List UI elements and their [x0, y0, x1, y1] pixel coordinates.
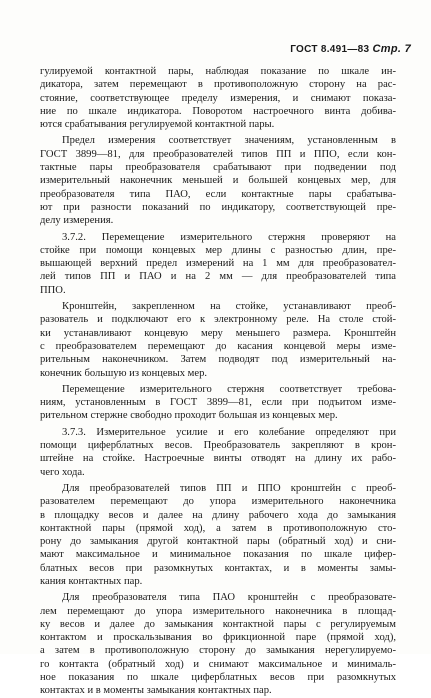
- text-line: ППО.: [40, 284, 66, 296]
- paragraph: [40, 300, 396, 380]
- paragraph: [40, 591, 396, 697]
- text-line: Кронштейн, закрепленном на стойке, устанавливают преоб-: [62, 301, 396, 313]
- text-line: контактом и проскальзывания во фрикционной паре (прямой ход),: [40, 632, 396, 644]
- text-line: чего хода.: [40, 466, 85, 478]
- text-line: в площадку весов и далее на длину рабочего хода до замыкания: [40, 509, 396, 521]
- paragraph: [40, 134, 396, 227]
- standard-number: ГОСТ 8.491—83: [290, 44, 370, 55]
- text-line: делу измерения.: [40, 215, 114, 227]
- text-line: конечник большую из концевых мер.: [40, 367, 208, 379]
- text-line: мают максимальное и минимальное показания по шкале цифер-: [40, 549, 396, 561]
- page-number: Стр. 7: [372, 43, 411, 55]
- paragraph: [40, 65, 396, 131]
- paragraph: [40, 383, 396, 423]
- text-line: с преобразователем перемещают до касания концевой меры изме-: [40, 340, 396, 352]
- paragraph: [40, 426, 396, 479]
- text-line: го контакта (обратный ход) и снимают максимальное и минималь-: [40, 658, 396, 670]
- text-line: Для преобразователя типа ПАО кронштейн с преобразовате-: [62, 592, 396, 604]
- text-line: ние по шкале индикатора. Поворотом настроечного винта добива-: [40, 105, 396, 117]
- text-line: стойке при помощи концевых мер длины с разностью длин, пре-: [40, 244, 396, 256]
- text-line: 3.7.2. Перемещение измерительного стержня проверяют на: [62, 231, 396, 243]
- text-line: ются срабатывания регулируемой контактной пары.: [40, 119, 275, 131]
- text-line: а затем в противоположную сторону до замыкания нерегулируемо-: [40, 645, 396, 657]
- text-line: штейне на стойке. Настроечные винты отводят на длину их рабо-: [40, 453, 396, 465]
- text-line: кания контактных пар.: [40, 575, 143, 587]
- text-line: ки устанавливают концевую меру меньшего размера. Кронштейн: [40, 327, 396, 339]
- text-line: ку весов и далее до замыкания контактной пары с регулируемым: [40, 618, 396, 630]
- text-line: тактные пары преобразователя срабатывают при подведении под: [40, 162, 396, 174]
- text-line: гулируемой контактной пары, наблюдая показание по шкале ин-: [40, 66, 396, 77]
- text-line: ют при разности показаний по индикатору, соответствующей пре-: [40, 201, 396, 213]
- text-line: Для преобразователей типов ПП и ППО кронштейн с преоб-: [62, 482, 396, 494]
- text-line: контактной пары (прямой ход), а затем в противоположную сто-: [40, 522, 396, 534]
- text-line: ное показания по шкале циферблатных весов при разомкнутых: [40, 672, 396, 684]
- text-line: дикатора, затем перемещают в противоположную сторону на рас-: [40, 79, 396, 91]
- text-line: ниям, установленным в ГОСТ 3899—81, если при подъитом изме-: [40, 397, 396, 409]
- paragraph: [40, 482, 396, 588]
- text-line: Перемещение измерительного стержня соответствует требова-: [62, 383, 396, 395]
- text-line: лем перемещают до упора измерительного наконечника в площад-: [40, 605, 396, 617]
- text-line: контактах и в моменты замыкания контактных пар.: [40, 685, 272, 697]
- text-line: лей типов ПП и ПАО и на 2 мм — для преобразователей типа: [40, 271, 396, 283]
- text-line: рительном стержне свободно проходит большая из концевых мер.: [40, 410, 338, 422]
- paragraph: [40, 231, 396, 297]
- text-line: Предел измерения соответствует значениям, установленным в: [62, 135, 396, 147]
- body-text: [40, 65, 396, 698]
- text-line: ГОСТ 3899—81, для преобразователей типов ПП и ППО, если кон-: [40, 148, 396, 160]
- text-line: блатных весов при разомкнутых контактах, и в моменты замы-: [40, 562, 396, 574]
- text-line: рительным наконечником. Затем подводят под измерительный на-: [40, 354, 396, 366]
- text-line: преобразователя типа ПАО, если контактные пары срабатыва-: [40, 188, 396, 200]
- text-line: стояние, соответствующее пределу измерения, и снимают показа-: [40, 92, 396, 104]
- text-line: разователь и подключают его к электронному реле. На столе стой-: [40, 314, 396, 326]
- text-line: помощи циферблатных весов. Преобразователь закрепляют в крон-: [40, 440, 396, 452]
- text-line: измерительный наконечник меньшей и большей концевых мер, для: [40, 175, 396, 187]
- text-line: рону до замыкания другой контактной пары (обратный ход) и сни-: [40, 536, 396, 548]
- text-line: разователем перемещают до упора измерительного наконечника: [40, 496, 396, 508]
- text-line: 3.7.3. Измерительное усилие и его колебание определяют при: [62, 426, 396, 438]
- text-line: вышающей верхний предел измерений на 1 мм для преобразовател-: [40, 258, 396, 270]
- page-header: [290, 43, 411, 55]
